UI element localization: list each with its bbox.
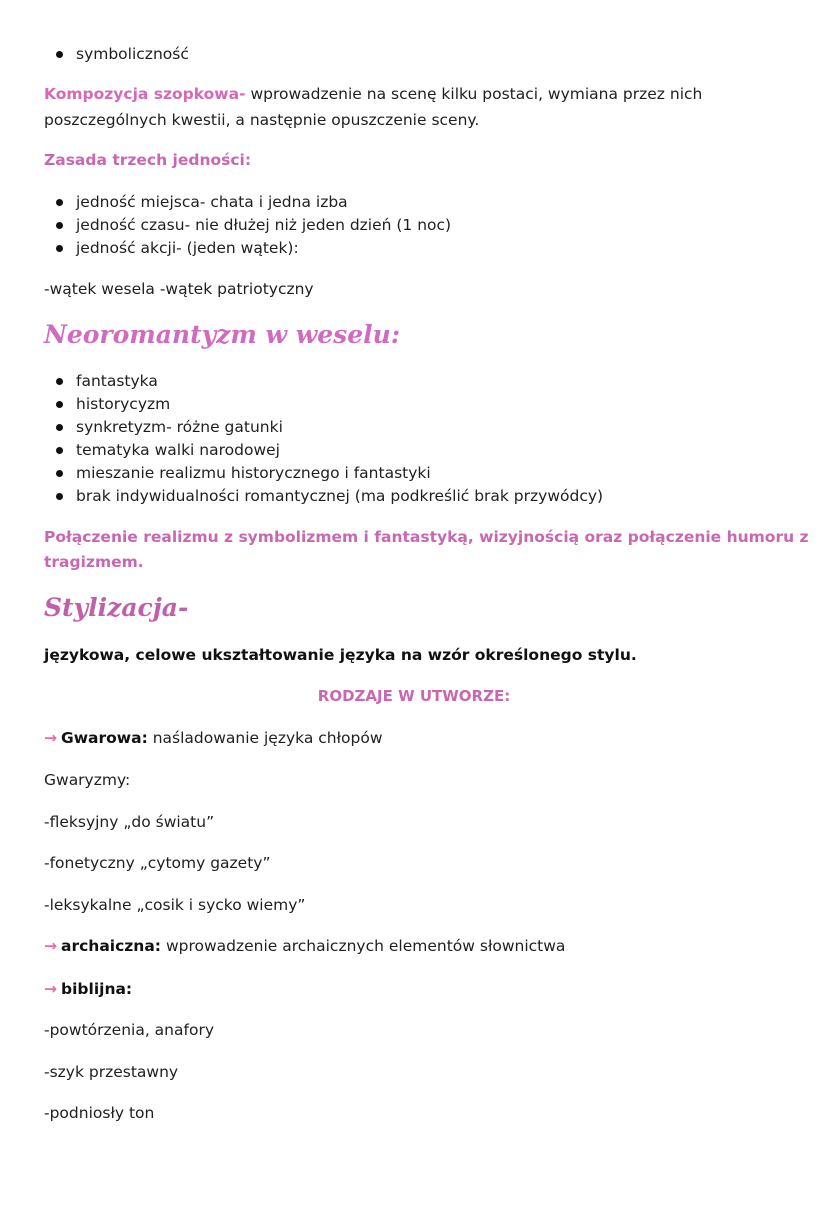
gwarowa-label: Gwarowa:: [61, 729, 148, 747]
summary-line-1: Połączenie realizmu z symbolizmem i fantastyką, wizyjnością oraz połączenie humoru z: [44, 528, 809, 546]
bullet-icon: [56, 222, 63, 229]
list-item: symboliczność: [44, 43, 189, 66]
gwaryzmy-label: Gwaryzmy:: [44, 771, 131, 789]
kompozycja-term: Kompozycja szopkowa-: [44, 85, 246, 103]
neoromantyzm-heading: Neoromantyzm w weselu:: [44, 320, 401, 349]
kompozycja-text: wprowadzenie na scenę kilku postaci, wymiana przez nich: [245, 85, 703, 103]
bullet-icon: [56, 51, 63, 58]
list-item: brak indywidualności romantycznej (ma podkreślić brak przywódcy): [44, 485, 603, 508]
bullet-icon: [56, 493, 63, 500]
arrow-right-icon: →: [44, 937, 57, 955]
list-item: mieszanie realizmu historycznego i fantastyki: [44, 462, 603, 485]
archaiczna-line: [44, 936, 565, 956]
stylizacja-definition: językowa, celowe ukształtowanie języka na wzór określonego stylu.: [44, 646, 637, 664]
list-item: historycyzm: [44, 393, 603, 416]
arrow-right-icon: →: [44, 980, 57, 998]
fonetyczny-example: -fonetyczny „cytomy gazety”: [44, 854, 271, 872]
bullet-icon: [56, 424, 63, 431]
stylizacja-heading: Stylizacja-: [44, 593, 189, 622]
kompozycja-line-1: [44, 84, 702, 104]
archaiczna-label: archaiczna:: [61, 937, 162, 955]
biblijna-item-2: -szyk przestawny: [44, 1063, 179, 1081]
zasada-title: Zasada trzech jedności:: [44, 151, 252, 169]
gwarowa-text: naśladowanie języka chłopów: [147, 729, 383, 747]
bullet-icon: [56, 245, 63, 252]
biblijna-item-1: -powtórzenia, anafory: [44, 1021, 214, 1039]
list-item: jedność akcji- (jeden wątek):: [44, 237, 451, 260]
leksykalne-example: -leksykalne „cosik i sycko wiemy”: [44, 896, 306, 914]
types-title: RODZAJE W UTWORZE:: [317, 687, 511, 705]
list-item: jedność czasu- nie dłużej niż jeden dzień (1 noc): [44, 214, 451, 237]
bullet-icon: [56, 199, 63, 206]
bullet-icon: [56, 447, 63, 454]
summary-line-2: tragizmem.: [44, 553, 144, 571]
list-item: jedność miejsca- chata i jedna izba: [44, 191, 451, 214]
biblijna-item-3: -podniosły ton: [44, 1104, 155, 1122]
top-bullet-list: [44, 43, 189, 66]
fleksyjny-example: -fleksyjny „do światu”: [44, 813, 215, 831]
archaiczna-text: wprowadzenie archaicznych elementów słownictwa: [161, 937, 566, 955]
kompozycja-line-2: poszczególnych kwestii, a następnie opuszczenie sceny.: [44, 111, 480, 129]
arrow-right-icon: →: [44, 729, 57, 747]
neoromantyzm-list: [44, 370, 603, 508]
zasada-list: [44, 191, 451, 260]
bullet-icon: [56, 470, 63, 477]
bullet-icon: [56, 378, 63, 385]
biblijna-line: [44, 979, 132, 999]
list-item: fantastyka: [44, 370, 603, 393]
list-item: synkretyzm- różne gatunki: [44, 416, 603, 439]
bullet-icon: [56, 401, 63, 408]
gwarowa-line: [44, 728, 383, 748]
list-item: tematyka walki narodowej: [44, 439, 603, 462]
biblijna-label: biblijna:: [61, 980, 133, 998]
zasada-threads: -wątek wesela -wątek patriotyczny: [44, 280, 314, 298]
